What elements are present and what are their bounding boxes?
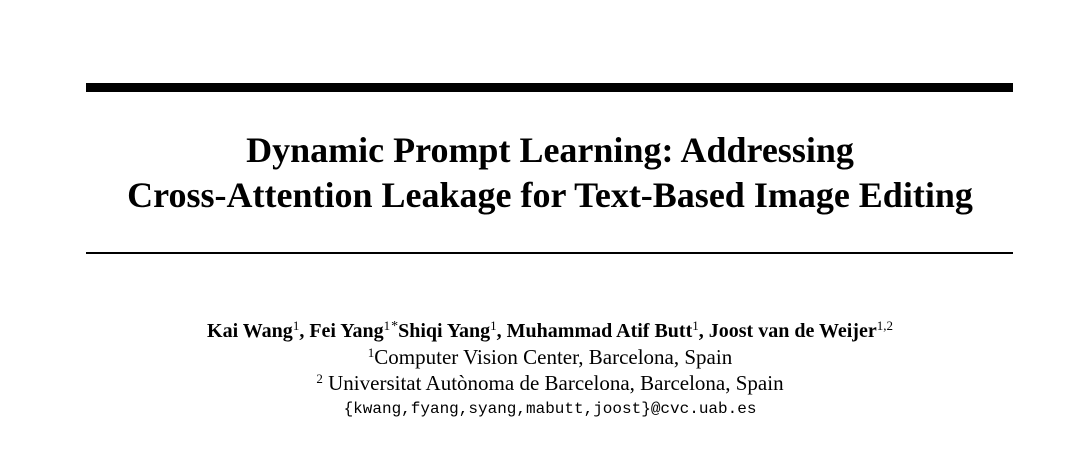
author-block (40, 318, 1060, 422)
top-rule (86, 83, 1013, 92)
author-affiliation-mark: 1 (292, 318, 300, 333)
author-list: Kai Wang$^1$, Fei Yang$^{1*}$Shiqi Yang$^1$, Muhammad Atif Butt$^1$, Joost van de Weijer$^{1,2}$ (207, 318, 893, 342)
author-name: Kai Wang (207, 320, 293, 342)
affiliation-line-1 (40, 344, 1060, 370)
corresponding-author-mark: * (391, 319, 399, 334)
author-affiliation-mark: 1 (490, 318, 497, 333)
author-affiliation-mark: 1,2 (876, 318, 893, 333)
affiliation-mark: 2 (316, 371, 323, 386)
affiliation-mark: 1 (367, 345, 375, 360)
paper-title (40, 128, 1060, 218)
affiliation-text: Computer Vision Center, Barcelona, Spain (374, 345, 733, 369)
author-name: Fei Yang (309, 320, 384, 342)
author-name: Joost van de Weijer (708, 320, 877, 342)
author-affiliation-mark: 1 (383, 318, 391, 333)
title-bottom-rule (86, 252, 1013, 254)
author-affiliation-mark: 1 (692, 318, 699, 333)
affiliation-text: Universitat Autònoma de Barcelona, Barcelona, Spain (322, 371, 784, 395)
author-name: Muhammad Atif Butt (506, 320, 693, 342)
author-emails: {kwang,fyang,syang,mabutt,joost}@cvc.uab.es (343, 400, 757, 418)
author-name: Shiqi Yang (398, 320, 491, 342)
title-line-2: Cross-Attention Leakage for Text-Based Image Editing (127, 175, 973, 215)
affiliation-line-2 (40, 370, 1060, 396)
title-line-1: Dynamic Prompt Learning: Addressing (246, 130, 854, 170)
